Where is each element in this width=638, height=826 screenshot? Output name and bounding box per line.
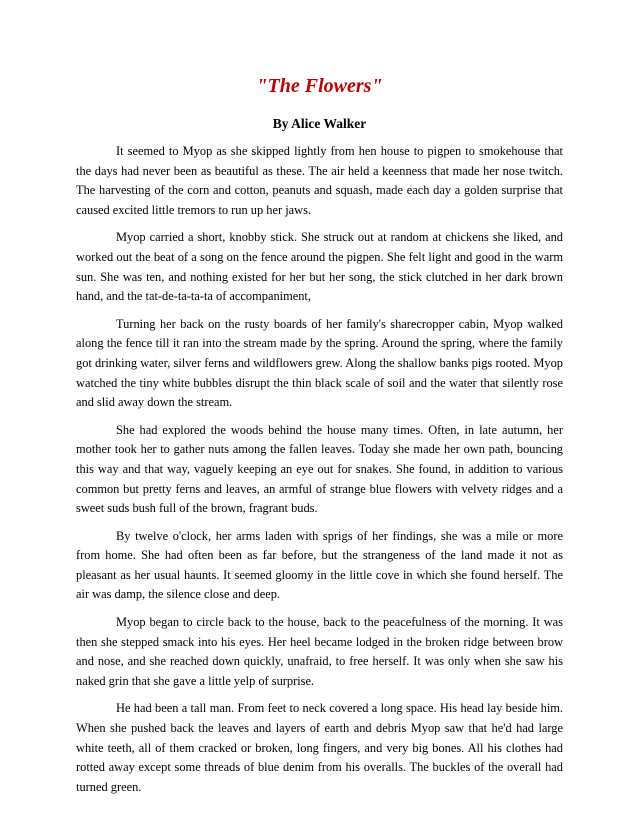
story-body [76, 142, 563, 797]
story-paragraph: Myop carried a short, knobby stick. She struck out at random at chickens she liked, and worked out the beat of a song on the fence around the pigpen. She felt light and good in the warm sun. She was ten, and nothing existed for her but her song, the stick clutched in her dark brown hand, and the tat-de-ta-ta-ta of accompaniment, [76, 230, 563, 304]
story-paragraph: Myop began to circle back to the house, back to the peacefulness of the morning. It was then she stepped smack into his eyes. Her heel became lodged in the broken ridge between brow and nose, and she reached down quickly, unafraid, to free herself. It was only when she saw his naked grin that she gave a little yelp of surprise. [76, 615, 563, 688]
document-page [76, 72, 563, 805]
story-author: By Alice Walker [272, 116, 367, 131]
story-paragraph: Turning her back on the rusty boards of her family's sharecropper cabin, Myop walked along the fence till it ran into the stream made by the spring. Around the spring, where the family got drinking water, silver ferns and wildflowers grew. Along the shallow banks pigs rooted. Myop watched the tiny white bubbles disrupt the thin black scale of soil and the water that silently rose and slid away down the stream. [76, 316, 563, 410]
story-paragraph: He had been a tall man. From feet to neck covered a long space. His head lay beside him. When she pushed back the leaves and layers of earth and debris Myop saw that he'd had large white teeth, all of them cracked or broken, long fingers, and very big bones. All his clothes had rotted away except some threads of blue denim from his overalls. The buckles of the overall had turned green. [76, 701, 563, 794]
story-paragraph: It seemed to Myop as she skipped lightly from hen house to pigpen to smokehouse that the days had never been as beautiful as these. The air held a keenness that made her nose twitch. The harvesting of the corn and cotton, peanuts and squash, made each day a golden surprise that caused excited little tremors to run up her jaws. [76, 144, 563, 217]
story-paragraph: She had explored the woods behind the house many times. Often, in late autumn, her mother took her to gather nuts among the fallen leaves. Today she made her own path, bouncing this way and that way, vaguely keeping an eye out for snakes. She found, in addition to various common but pretty ferns and leaves, an armful of strange blue flowers with velvety ridges and a sweet suds bush full of the brown, fragrant buds. [76, 422, 563, 516]
story-title: "The Flowers" [256, 75, 383, 97]
story-paragraph: By twelve o'clock, her arms laden with sprigs of her findings, she was a mile or more from home. She had often been as far before, but the strangeness of the land made it not as pleasant as her usual haunts. It seemed gloomy in the little cove in which she found herself. The air was damp, the silence close and deep. [76, 528, 563, 602]
